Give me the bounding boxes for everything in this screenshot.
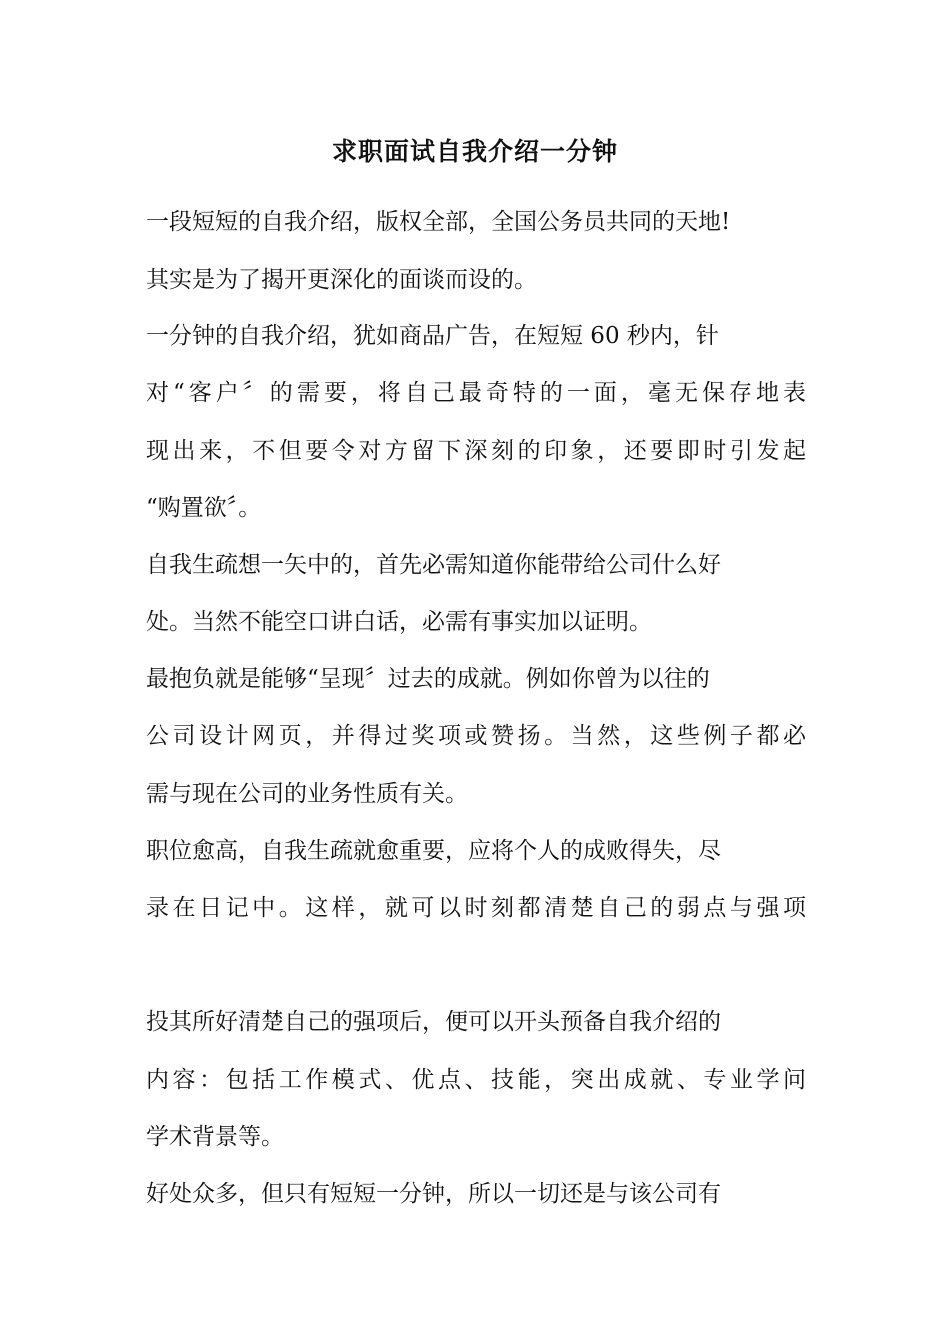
text-line: 处。当然不能空口讲白话，必需有事实加以证明。 (146, 609, 652, 635)
text-line: 需与现在公司的业务性质有关。 (146, 781, 468, 807)
text-line: 职位愈高，自我生疏就愈重要，应将个人的成败得失，尽 (146, 838, 721, 864)
text-line: 一段短短的自我介绍，版权全部，全国公务员共同的天地! (146, 209, 731, 235)
text-line: 现出来，不但要令对方留下深刻的印象，还要即时引发起 (146, 438, 806, 464)
text-line: 最抱负就是能够“呈现〞过去的成就。例如你曾为以往的 (146, 666, 710, 692)
text-line: 对“客户〞的需要，将自己最奇特的一面，毫无保存地表 (146, 380, 806, 406)
text-line: 录在日记中。这样，就可以时刻都清楚自己的弱点与强项 (146, 895, 806, 921)
text-line: 公司设计网页，并得过奖项或赞扬。当然，这些例子都必 (146, 723, 806, 749)
text-line: 好处众多，但只有短短一分钟，所以一切还是与该公司有 (146, 1181, 721, 1207)
text-line: “购置欲〞。 (146, 495, 262, 521)
text-line: 一分钟的自我介绍，犹如商品广告，在短短 60 秒内，针 (146, 323, 719, 349)
text-line: 自我生疏想一矢中的，首先必需知道你能带给公司什么好 (146, 552, 721, 578)
text-line: 投其所好清楚自己的强项后，便可以开头预备自我介绍的 (146, 1009, 721, 1035)
text-line: 内容：包括工作模式、优点、技能，突出成就、专业学问 (146, 1067, 806, 1093)
text-line: 其实是为了揭开更深化的面谈而设的。 (146, 267, 537, 293)
text-line: 学术背景等。 (146, 1124, 284, 1150)
document-title: 求职面试自我介绍一分钟 (331, 137, 618, 166)
